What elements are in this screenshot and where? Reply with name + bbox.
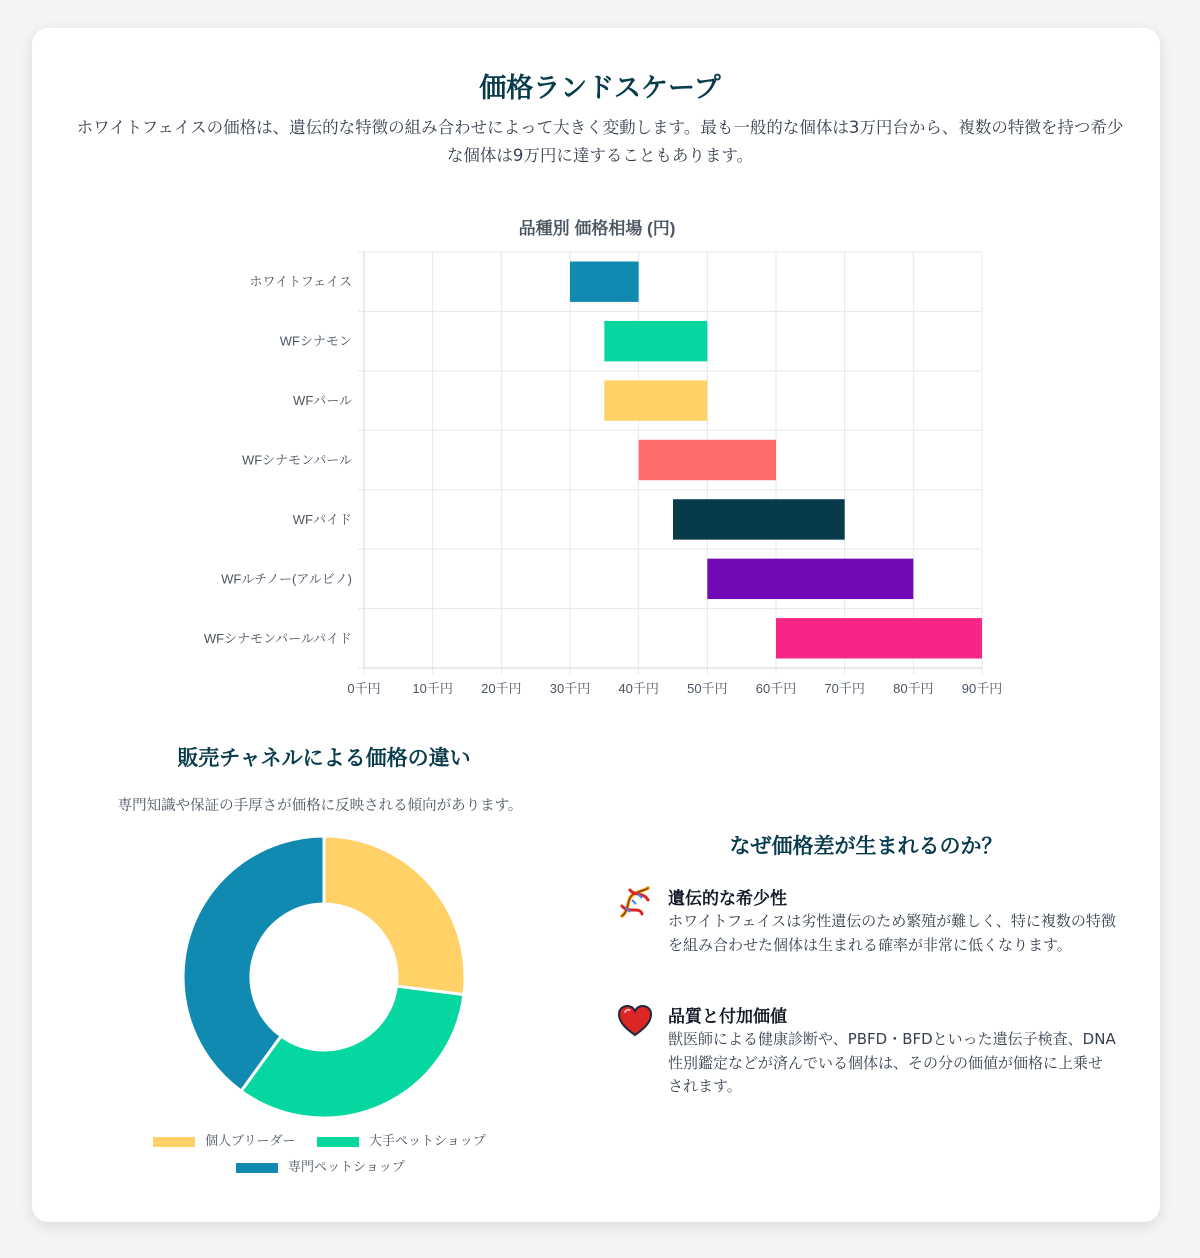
- y-tick-label: ホワイトフェイス: [249, 274, 352, 290]
- bar: [707, 559, 913, 599]
- why-section-title: なぜ価格差が生まれるのか？: [729, 834, 1003, 858]
- legend-label: 個人ブリーダー: [205, 1134, 296, 1149]
- legend-item[interactable]: [317, 1130, 486, 1149]
- page-title: 価格ランドスケープ: [479, 73, 721, 104]
- dna-icon: [616, 884, 654, 922]
- legend-swatch: [153, 1137, 195, 1147]
- bar: [604, 321, 707, 361]
- y-tick-label: WFシナモンパール: [241, 452, 352, 468]
- legend-swatch: [236, 1163, 278, 1173]
- legend-item[interactable]: [236, 1156, 405, 1175]
- price-range-bar-chart: [0, 200, 1200, 710]
- reason-text: ホワイトフェイスは劣性遺伝のため繁殖が難しく、特に複数の特徴を組み合わせた個体は生まれる確率が非常に低くなります。: [668, 912, 1116, 954]
- bar: [639, 440, 776, 480]
- bar: [673, 499, 845, 539]
- heart-icon: [616, 1002, 654, 1040]
- x-tick-label: 50千円: [687, 681, 728, 696]
- x-tick-label: 90千円: [961, 681, 1003, 696]
- legend-label: 大手ペットショップ: [369, 1134, 486, 1149]
- chart-title: 品種別 価格相場 (円): [518, 219, 676, 238]
- sales-channel-doughnut-chart: [0, 820, 648, 1130]
- legend-item[interactable]: [153, 1130, 295, 1149]
- channel-section-subtitle: 専門知識や保証の手厚さが価格に反映される傾向があります。: [117, 798, 523, 814]
- legend-label: 専門ペットショップ: [288, 1160, 405, 1175]
- legend-swatch: [317, 1137, 359, 1147]
- x-tick-label: 70千円: [824, 681, 865, 696]
- y-tick-label: WFシナモンパールパイド: [203, 630, 352, 646]
- bar: [776, 618, 982, 658]
- reason-title: 遺伝的な希少性: [668, 889, 787, 909]
- bar: [604, 380, 707, 420]
- x-tick-label: 0千円: [347, 681, 381, 696]
- bar: [570, 262, 639, 302]
- x-tick-label: 20千円: [481, 681, 522, 696]
- page-description: ホワイトフェイスの価格は、遺伝的な特徴の組み合わせによって大きく変動します。最も一般的な個体は3万円台から、複数の特徴を持つ希少な個体は9万円に達することもあります。: [76, 118, 1124, 165]
- reason-text: 獣医師による健康診断や、PBFD・BFDといった遺伝子検査、DNA性別鑑定などが済んでいる個体は、その分の価値が価格に上乗せされます。: [668, 1030, 1116, 1095]
- reason-title: 品質と付加価値: [668, 1007, 787, 1027]
- doughnut-slice: [324, 836, 465, 995]
- doughnut-slice: [241, 986, 464, 1118]
- x-tick-label: 80千円: [893, 681, 934, 696]
- x-tick-label: 40千円: [618, 681, 659, 696]
- y-tick-label: WFルチノー(アルビノ): [221, 571, 352, 587]
- x-tick-label: 60千円: [755, 681, 797, 696]
- x-tick-label: 10千円: [412, 681, 453, 696]
- channel-section-title: 販売チャネルによる価格の違い: [177, 746, 471, 770]
- y-tick-label: WFパイド: [292, 511, 352, 527]
- x-tick-label: 30千円: [549, 681, 591, 696]
- y-tick-label: WFパール: [293, 393, 352, 409]
- y-tick-label: WFシナモン: [279, 333, 352, 349]
